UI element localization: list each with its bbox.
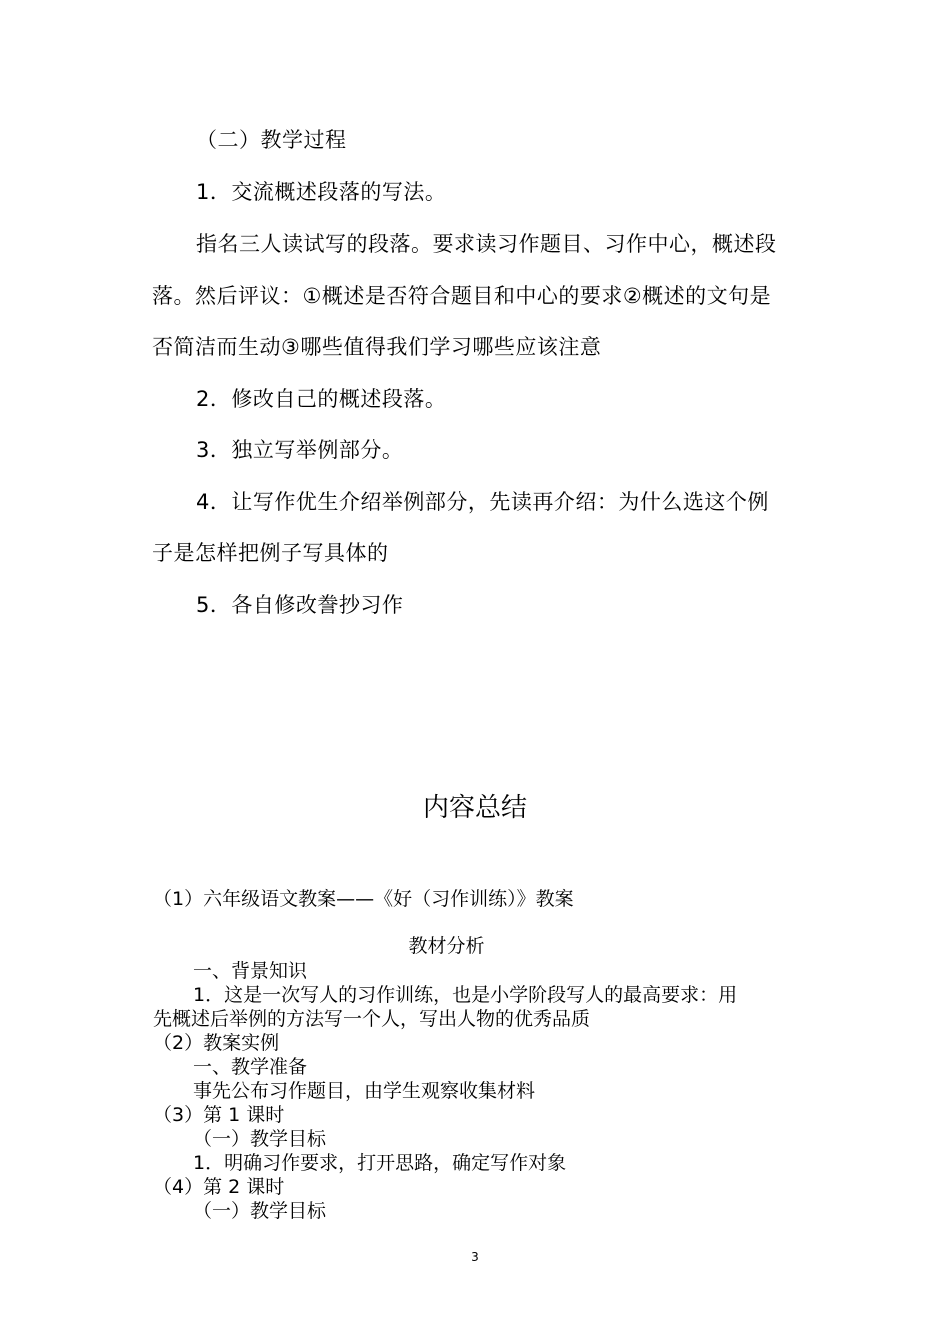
- process-heading: （二）教学过程: [196, 128, 347, 152]
- goal-heading: （一）教学目标: [193, 1200, 327, 1222]
- background-heading: 一、背景知识: [193, 960, 308, 982]
- summary-item-3: （3）第 1 课时: [153, 1104, 285, 1126]
- process-step-5: 5．各自修改誊抄习作: [196, 593, 404, 617]
- material-analysis-title: 教材分析: [408, 935, 485, 957]
- summary-item-4: （4）第 2 课时: [153, 1176, 285, 1198]
- summary-item-2: （2）教案实例: [153, 1032, 280, 1054]
- process-step-4: 4．让写作优生介绍举例部分，先读再介绍：为什么选这个例: [196, 490, 769, 514]
- background-text-line: 先概述后举例的方法写一个人，写出人物的优秀品质: [153, 1008, 591, 1030]
- summary-title: 内容总结: [422, 793, 527, 823]
- process-paragraph-line: 指名三人读试写的段落。要求读习作题目、习作中心，概述段: [196, 232, 777, 256]
- goal-heading: （一）教学目标: [193, 1128, 327, 1150]
- preparation-heading: 一、教学准备: [193, 1056, 308, 1078]
- goal-text: 1．明确习作要求，打开思路，确定写作对象: [193, 1152, 567, 1174]
- background-text-line: 1．这是一次写人的习作训练，也是小学阶段写人的最高要求：用: [193, 984, 738, 1006]
- process-step-4-continued: 子是怎样把例子写具体的: [152, 541, 389, 565]
- process-paragraph-line: 否简洁而生动③哪些值得我们学习哪些应该注意: [152, 335, 602, 359]
- process-step-1: 1．交流概述段落的写法。: [196, 180, 447, 204]
- process-step-3: 3．独立写举例部分。: [196, 438, 404, 462]
- page-number: 3: [471, 1250, 479, 1264]
- summary-item-1: （1）六年级语文教案——《好（习作训练）》教案: [153, 888, 574, 910]
- process-paragraph-line: 落。然后评议：①概述是否符合题目和中心的要求②概述的文句是: [152, 284, 772, 308]
- preparation-text: 事先公布习作题目，由学生观察收集材料: [193, 1080, 536, 1102]
- process-step-2: 2．修改自己的概述段落。: [196, 387, 447, 411]
